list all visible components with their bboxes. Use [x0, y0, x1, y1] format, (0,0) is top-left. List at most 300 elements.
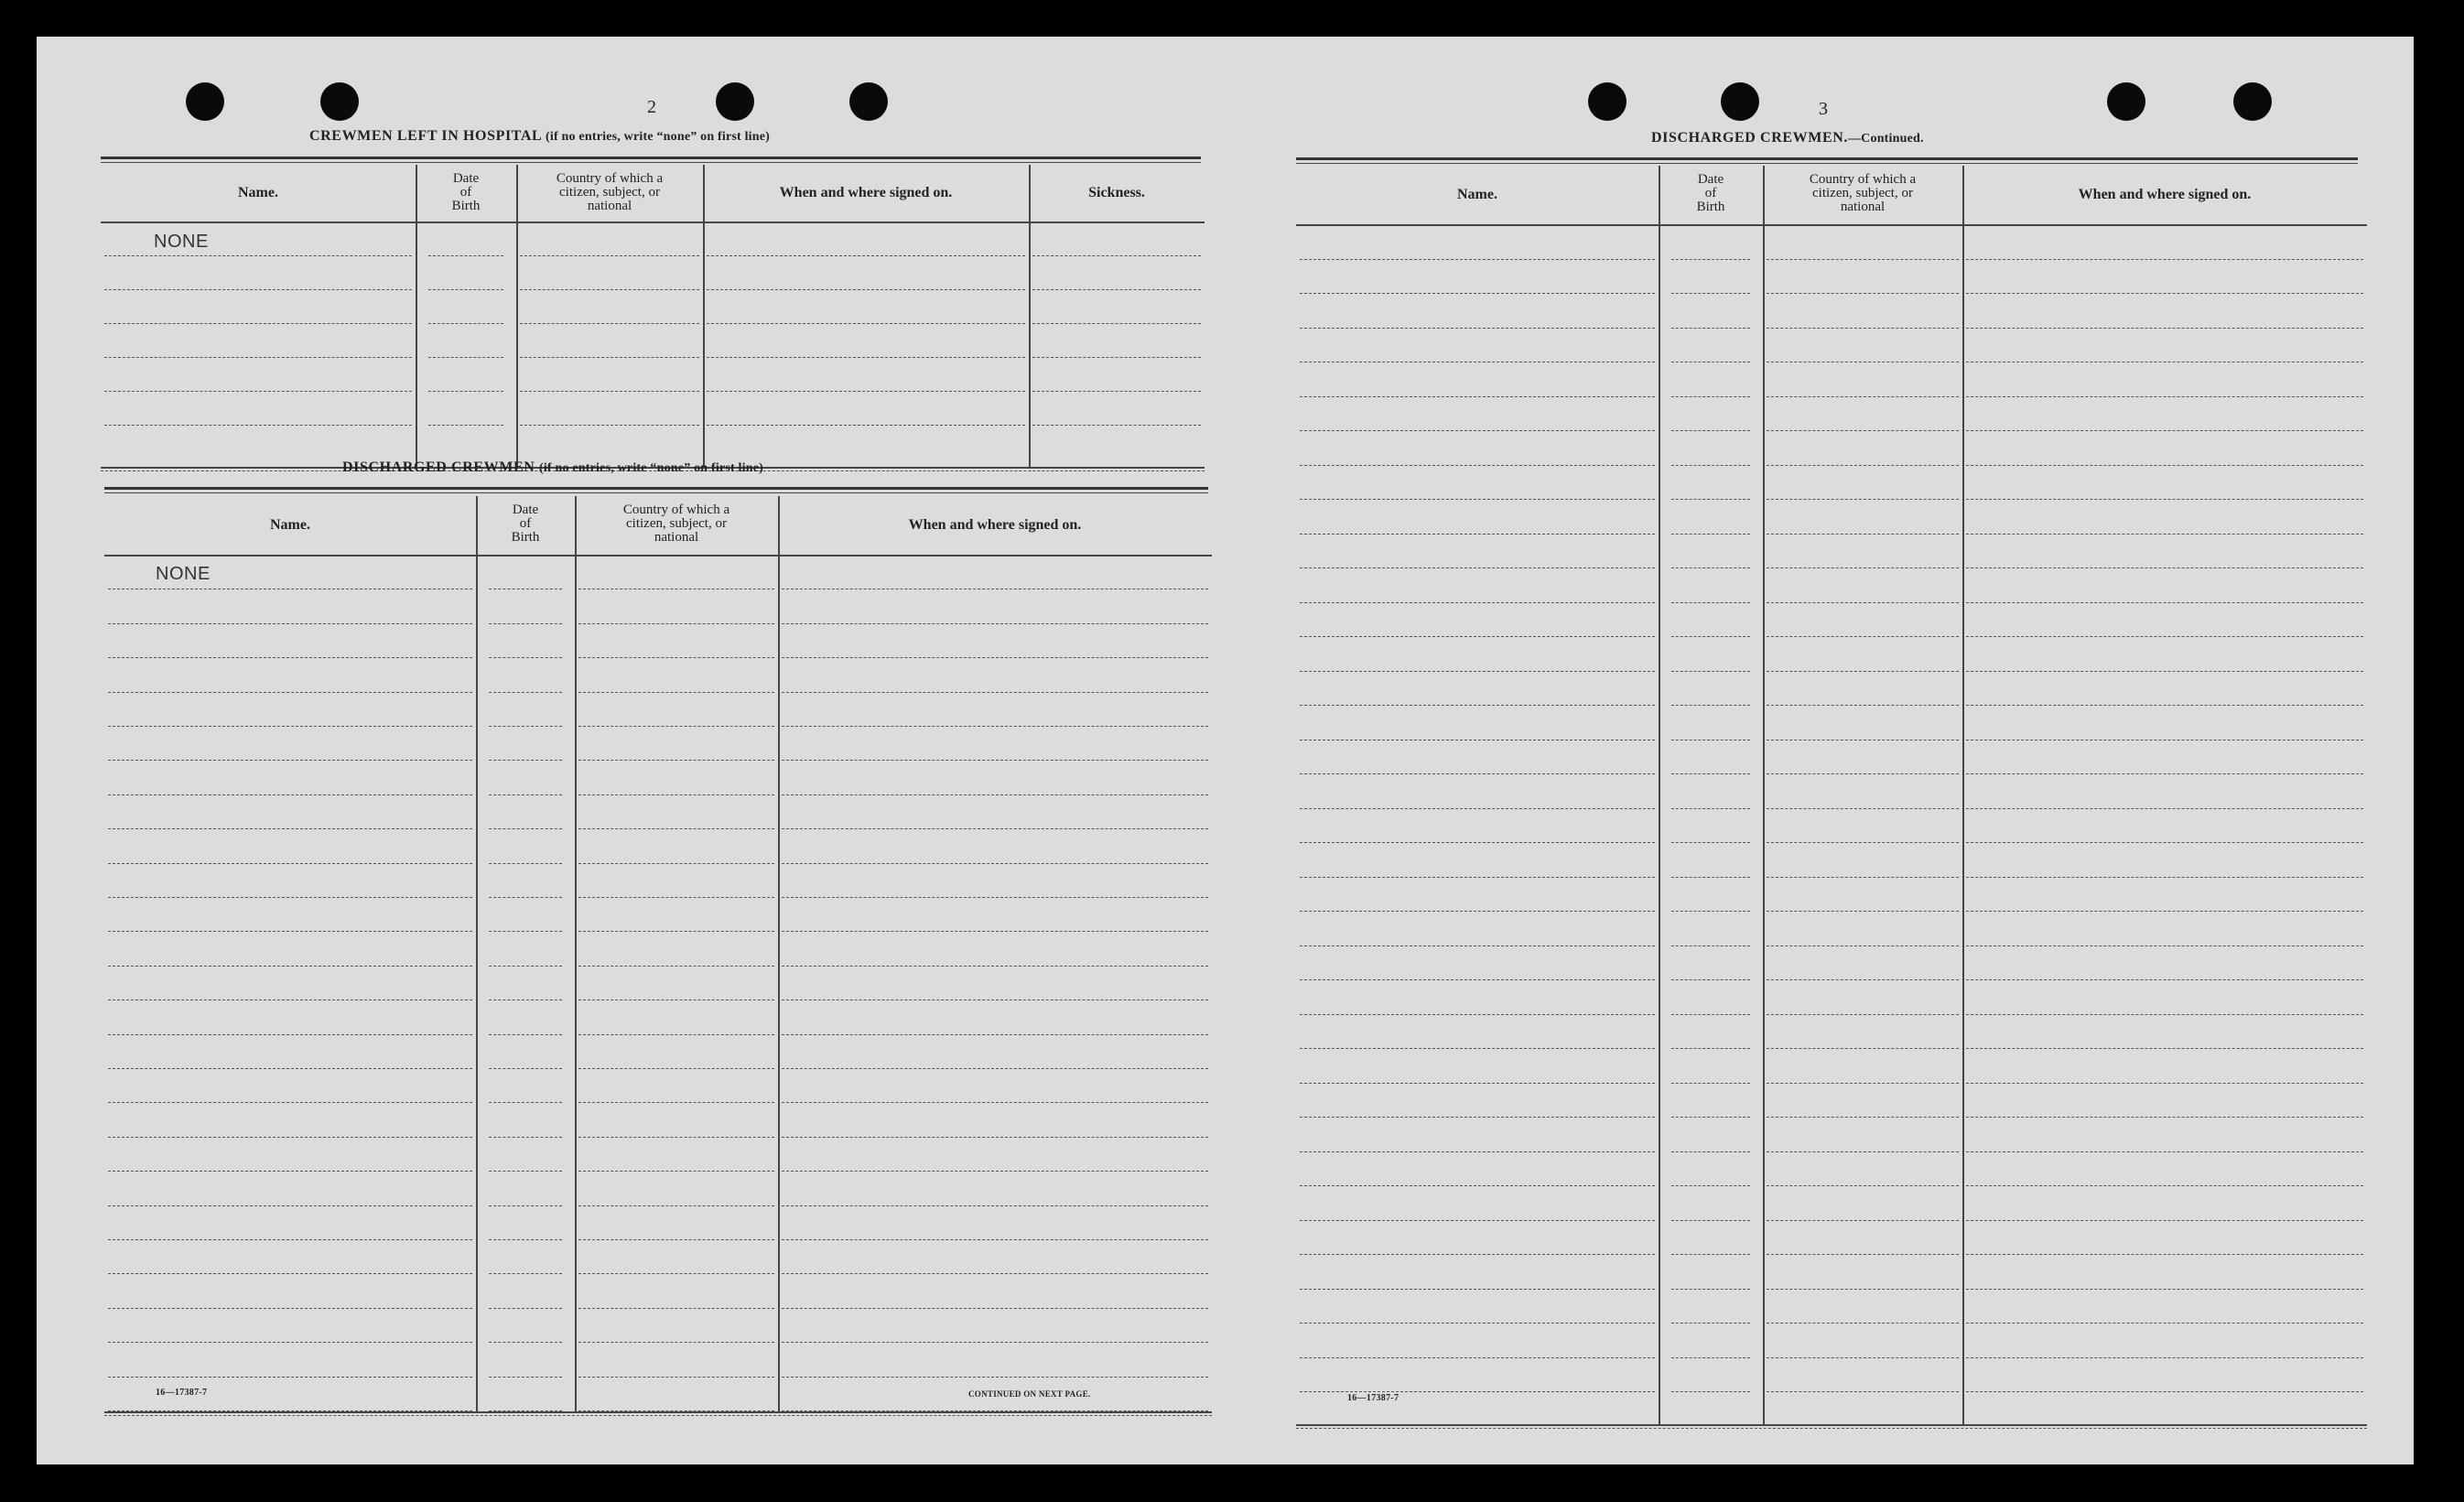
row-line — [108, 1239, 472, 1240]
row-line — [1966, 636, 2363, 637]
row-line — [1767, 1289, 1959, 1290]
row-line — [489, 966, 562, 967]
row-line — [1671, 1289, 1750, 1290]
column-divider — [1029, 165, 1031, 467]
discharged-subtitle: (if no entries, write “none” on first line) — [538, 461, 763, 475]
row-line — [1966, 1048, 2363, 1049]
row-line — [1767, 567, 1959, 568]
hospital-top-rule — [101, 157, 1201, 159]
row-line — [1671, 1185, 1750, 1186]
row-line — [489, 1239, 562, 1240]
row-line — [108, 966, 472, 967]
row-line — [578, 1273, 774, 1274]
row-line — [782, 1102, 1208, 1103]
row-line — [489, 1205, 562, 1206]
row-line — [1966, 1323, 2363, 1324]
row-line — [108, 1342, 472, 1343]
row-line — [1966, 1254, 2363, 1255]
row-line — [108, 1273, 472, 1274]
row-line — [108, 623, 472, 624]
row-line — [1300, 430, 1655, 431]
row-line — [1300, 671, 1655, 672]
row-line — [1300, 534, 1655, 535]
hospital-section-title — [309, 128, 770, 145]
row-line — [1300, 1048, 1655, 1049]
row-line — [1671, 877, 1750, 878]
row-line — [1767, 602, 1959, 603]
row-line — [428, 323, 503, 324]
row-line — [578, 1342, 774, 1343]
row-line — [489, 623, 562, 624]
column-header: Country of which a citizen, subject, or national — [622, 502, 730, 545]
bottom-rule — [1296, 1424, 2367, 1426]
row-line — [428, 425, 503, 426]
row-line — [1671, 911, 1750, 912]
row-line — [1767, 636, 1959, 637]
row-line — [1300, 773, 1655, 774]
column-header: Sickness. — [1088, 185, 1145, 200]
punch-hole — [716, 82, 754, 121]
row-line — [1966, 842, 2363, 843]
row-line — [489, 1068, 562, 1069]
row-line — [1767, 979, 1959, 980]
row-line — [782, 794, 1208, 795]
row-line — [782, 863, 1208, 864]
column-divider — [1659, 166, 1660, 1424]
row-line — [782, 1308, 1208, 1309]
row-line — [578, 1171, 774, 1172]
row-line — [1767, 808, 1959, 809]
row-line — [489, 1034, 562, 1035]
column-divider — [516, 165, 518, 467]
discharged-top-rule — [104, 487, 1208, 490]
row-line — [1300, 328, 1655, 329]
row-line — [1671, 1014, 1750, 1015]
row-line — [108, 1034, 472, 1035]
row-line — [1032, 425, 1201, 426]
row-line — [1671, 636, 1750, 637]
row-line — [489, 1102, 562, 1103]
row-line — [489, 1377, 562, 1378]
row-line — [428, 391, 503, 392]
punch-hole — [2107, 82, 2145, 121]
row-line — [1032, 391, 1201, 392]
column-divider — [1763, 166, 1765, 1424]
discharged-title: DISCHARGED CREWMEN — [342, 459, 535, 475]
row-line — [1300, 396, 1655, 397]
row-line — [782, 1239, 1208, 1240]
row-line — [520, 323, 699, 324]
row-line — [782, 1137, 1208, 1138]
row-line — [1671, 671, 1750, 672]
row-line — [108, 794, 472, 795]
row-line — [578, 726, 774, 727]
row-line — [489, 692, 562, 693]
row-line — [1671, 1220, 1750, 1221]
row-line — [108, 897, 472, 898]
row-line — [520, 289, 699, 290]
row-line — [1671, 328, 1750, 329]
row-line — [108, 1377, 472, 1378]
row-line — [428, 289, 503, 290]
bottom-rule-dashed — [1296, 1428, 2367, 1429]
row-line — [782, 1342, 1208, 1343]
row-line — [489, 1137, 562, 1138]
row-line — [1300, 911, 1655, 912]
row-line — [1300, 1220, 1655, 1221]
row-line — [1671, 396, 1750, 397]
row-line — [428, 357, 503, 358]
discharged-continued-suffix: —Continued. — [1847, 132, 1924, 146]
row-line — [1966, 1151, 2363, 1152]
column-header: Country of which a citizen, subject, or national — [556, 171, 664, 213]
row-line — [1966, 979, 2363, 980]
row-line — [782, 897, 1208, 898]
row-line — [782, 1273, 1208, 1274]
discharged-section-title — [342, 459, 763, 476]
punch-hole — [849, 82, 888, 121]
punch-hole — [2233, 82, 2272, 121]
row-line — [578, 657, 774, 658]
row-line — [1671, 808, 1750, 809]
form-number: 16—17387-7 — [1347, 1393, 1400, 1403]
row-line — [1300, 636, 1655, 637]
row-line — [578, 1068, 774, 1069]
header-rule — [101, 222, 1205, 223]
row-line — [1767, 1014, 1959, 1015]
row-line — [1767, 328, 1959, 329]
row-line — [489, 1171, 562, 1172]
row-line — [1300, 1083, 1655, 1084]
row-line — [489, 863, 562, 864]
row-line — [1671, 842, 1750, 843]
column-header: When and where signed on. — [2078, 187, 2252, 202]
header-rule — [104, 555, 1212, 556]
row-line — [1966, 1083, 2363, 1084]
row-line — [1767, 1323, 1959, 1324]
row-line — [1671, 1323, 1750, 1324]
row-line — [578, 966, 774, 967]
row-line — [108, 863, 472, 864]
continued-top-rule-thin — [1296, 163, 2358, 164]
row-line — [578, 863, 774, 864]
row-line — [108, 828, 472, 829]
row-line — [1767, 911, 1959, 912]
discharged-table — [104, 496, 1212, 1417]
row-line — [104, 391, 412, 392]
row-line — [1300, 1014, 1655, 1015]
bottom-rule-dashed — [104, 1415, 1212, 1416]
row-line — [1671, 1117, 1750, 1118]
row-line — [108, 657, 472, 658]
page-number: 3 — [1819, 99, 1828, 119]
row-line — [108, 692, 472, 693]
page-number: 2 — [647, 97, 656, 117]
row-line — [489, 1308, 562, 1309]
row-line — [1300, 567, 1655, 568]
hospital-top-rule-thin — [101, 162, 1201, 163]
row-line — [1966, 808, 2363, 809]
row-line — [1300, 877, 1655, 878]
column-header: Name. — [270, 517, 310, 533]
row-line — [1966, 430, 2363, 431]
row-line — [578, 1377, 774, 1378]
row-line — [1767, 293, 1959, 294]
column-header: When and where signed on. — [779, 185, 953, 200]
row-line — [1767, 259, 1959, 260]
row-line — [1767, 1117, 1959, 1118]
row-line — [1671, 1083, 1750, 1084]
row-line — [1671, 465, 1750, 466]
row-line — [782, 692, 1208, 693]
row-line — [1300, 259, 1655, 260]
row-line — [1966, 328, 2363, 329]
column-header: Name. — [238, 185, 278, 200]
row-line — [1671, 430, 1750, 431]
row-line — [108, 1171, 472, 1172]
discharged-continued-table — [1296, 166, 2367, 1429]
row-line — [1966, 259, 2363, 260]
row-line — [1767, 465, 1959, 466]
row-line — [1671, 293, 1750, 294]
row-line — [782, 726, 1208, 727]
row-line — [1767, 430, 1959, 431]
row-line — [1671, 705, 1750, 706]
row-line — [1671, 1048, 1750, 1049]
column-header: Date of Birth — [511, 502, 540, 545]
row-line — [578, 897, 774, 898]
row-line — [1671, 567, 1750, 568]
row-line — [707, 323, 1025, 324]
row-line — [578, 623, 774, 624]
column-divider — [416, 165, 417, 467]
row-line — [1767, 1220, 1959, 1221]
row-line — [108, 931, 472, 932]
row-line — [520, 425, 699, 426]
row-line — [489, 657, 562, 658]
row-line — [782, 828, 1208, 829]
row-line — [489, 828, 562, 829]
row-line — [1767, 1357, 1959, 1358]
row-line — [782, 1377, 1208, 1378]
row-line — [782, 931, 1208, 932]
row-line — [782, 657, 1208, 658]
row-line — [782, 623, 1208, 624]
row-line — [578, 1239, 774, 1240]
row-line — [1767, 1151, 1959, 1152]
row-line — [1300, 705, 1655, 706]
row-line — [1032, 357, 1201, 358]
row-line — [707, 289, 1025, 290]
row-line — [1966, 1357, 2363, 1358]
punch-hole — [320, 82, 359, 121]
row-line — [489, 897, 562, 898]
row-line — [707, 255, 1025, 256]
column-header: Date of Birth — [1696, 172, 1725, 214]
row-line — [1300, 602, 1655, 603]
row-line — [1966, 911, 2363, 912]
row-line — [1032, 323, 1201, 324]
row-line — [1671, 499, 1750, 500]
row-line — [1966, 877, 2363, 878]
row-line — [1300, 1185, 1655, 1186]
row-line — [1767, 1048, 1959, 1049]
row-line — [489, 760, 562, 761]
row-line — [1300, 293, 1655, 294]
row-line — [1966, 534, 2363, 535]
row-line — [782, 1171, 1208, 1172]
row-line — [707, 391, 1025, 392]
form-sheet — [37, 37, 2414, 1464]
row-line — [1671, 773, 1750, 774]
header-rule — [1296, 224, 2367, 226]
row-line — [1300, 1151, 1655, 1152]
row-line — [1300, 979, 1655, 980]
row-line — [1300, 1289, 1655, 1290]
row-line — [1032, 255, 1201, 256]
row-line — [489, 931, 562, 932]
row-line — [1767, 499, 1959, 500]
row-line — [1671, 979, 1750, 980]
row-line — [1966, 499, 2363, 500]
row-line — [104, 357, 412, 358]
continued-note: CONTINUED ON NEXT PAGE. — [968, 1389, 1091, 1399]
row-line — [489, 726, 562, 727]
row-line — [108, 760, 472, 761]
left-page — [37, 37, 1217, 1464]
row-line — [104, 289, 412, 290]
row-line — [578, 1102, 774, 1103]
row-line — [489, 794, 562, 795]
row-line — [1671, 1254, 1750, 1255]
row-line — [108, 1102, 472, 1103]
row-line — [1300, 1117, 1655, 1118]
row-line — [1300, 465, 1655, 466]
row-line — [782, 760, 1208, 761]
row-line — [578, 1205, 774, 1206]
punch-hole — [1588, 82, 1626, 121]
row-line — [1300, 499, 1655, 500]
row-line — [1767, 1391, 1959, 1392]
row-line — [1767, 396, 1959, 397]
row-line — [1671, 1391, 1750, 1392]
row-line — [1300, 842, 1655, 843]
row-line — [1671, 1151, 1750, 1152]
row-line — [578, 794, 774, 795]
row-line — [1966, 1185, 2363, 1186]
row-line — [1767, 1185, 1959, 1186]
column-divider — [778, 496, 780, 1411]
row-line — [1767, 534, 1959, 535]
row-line — [520, 255, 699, 256]
hospital-entry-none: NONE — [154, 232, 209, 252]
row-line — [104, 255, 412, 256]
column-divider — [1962, 166, 1964, 1424]
column-divider — [476, 496, 478, 1411]
bottom-rule — [104, 1411, 1212, 1413]
row-line — [1767, 671, 1959, 672]
row-line — [1767, 1083, 1959, 1084]
row-line — [578, 1137, 774, 1138]
row-line — [1767, 1254, 1959, 1255]
row-line — [1300, 1323, 1655, 1324]
row-line — [1966, 1289, 2363, 1290]
row-line — [578, 692, 774, 693]
row-line — [1032, 289, 1201, 290]
discharged-top-rule-thin — [104, 492, 1208, 493]
continued-top-rule — [1296, 157, 2358, 160]
discharged-continued-title — [1651, 130, 1924, 146]
row-line — [1300, 1254, 1655, 1255]
row-line — [1767, 773, 1959, 774]
row-line — [578, 1308, 774, 1309]
row-line — [108, 1205, 472, 1206]
row-line — [1966, 465, 2363, 466]
row-line — [1966, 602, 2363, 603]
row-line — [1966, 293, 2363, 294]
row-line — [782, 1068, 1208, 1069]
column-divider — [575, 496, 577, 1411]
row-line — [108, 1137, 472, 1138]
form-number: 16—17387-7 — [156, 1388, 208, 1398]
punch-hole — [1721, 82, 1759, 121]
row-line — [1966, 671, 2363, 672]
row-line — [520, 357, 699, 358]
column-header: When and where signed on. — [908, 517, 1082, 533]
row-line — [520, 391, 699, 392]
column-header: Country of which a citizen, subject, or national — [1809, 172, 1917, 214]
row-line — [108, 1068, 472, 1069]
row-line — [707, 357, 1025, 358]
row-line — [578, 1034, 774, 1035]
row-line — [104, 323, 412, 324]
right-page — [1227, 37, 2414, 1464]
hospital-table — [101, 165, 1205, 471]
hospital-subtitle: (if no entries, write “none” on first line) — [546, 130, 771, 144]
row-line — [707, 425, 1025, 426]
row-line — [1966, 396, 2363, 397]
row-line — [104, 425, 412, 426]
column-header: Date of Birth — [451, 171, 481, 213]
row-line — [1300, 808, 1655, 809]
row-line — [1966, 1014, 2363, 1015]
row-line — [1300, 1391, 1655, 1392]
row-line — [1966, 705, 2363, 706]
row-line — [1966, 1117, 2363, 1118]
row-line — [1966, 773, 2363, 774]
row-line — [782, 966, 1208, 967]
row-line — [1767, 877, 1959, 878]
row-line — [1767, 705, 1959, 706]
row-line — [1966, 1391, 2363, 1392]
punch-hole — [186, 82, 224, 121]
hospital-title: CREWMEN LEFT IN HOSPITAL — [309, 128, 542, 144]
column-divider — [703, 165, 705, 467]
row-line — [1671, 259, 1750, 260]
row-line — [782, 1205, 1208, 1206]
row-line — [108, 726, 472, 727]
row-line — [1300, 1357, 1655, 1358]
row-line — [782, 1034, 1208, 1035]
row-line — [428, 255, 503, 256]
row-line — [1767, 842, 1959, 843]
discharged-entry-none: NONE — [156, 564, 211, 584]
row-line — [578, 760, 774, 761]
column-header: Name. — [1457, 187, 1497, 202]
row-line — [578, 828, 774, 829]
discharged-continued-main: DISCHARGED CREWMEN. — [1651, 130, 1848, 146]
row-line — [578, 931, 774, 932]
